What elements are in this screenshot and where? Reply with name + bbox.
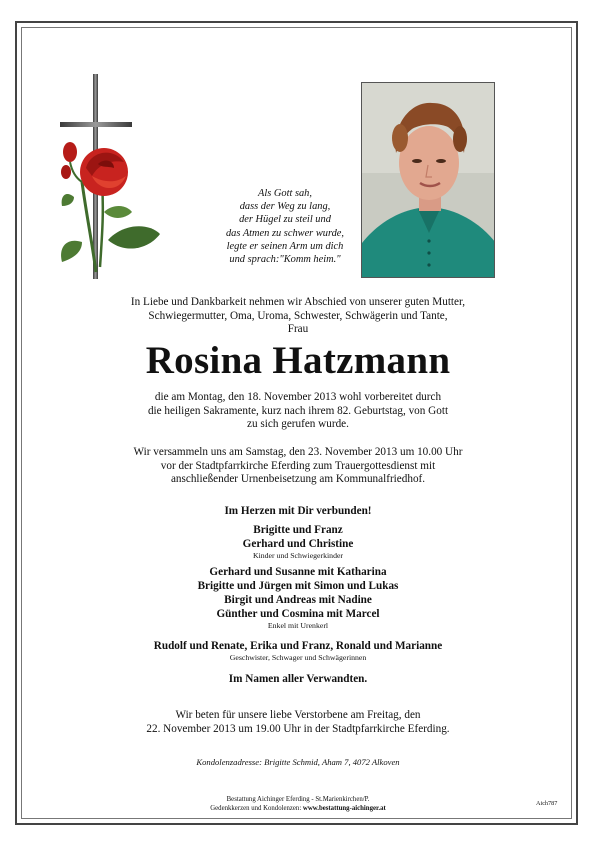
death-notice-line: die am Montag, den 18. November 2013 wohl vorbereitet durch xyxy=(154,391,442,403)
portrait-photo xyxy=(361,82,495,278)
intro-line: In Liebe und Dankbarkeit nehmen wir Abschied von unserer guten Mutter, xyxy=(130,296,466,308)
poem-line: legte er seinen Arm um dich xyxy=(226,240,344,252)
poem-line: Als Gott sah, xyxy=(258,188,312,199)
family-name: Günther und Cosmina mit Marcel xyxy=(216,608,380,620)
family-caption: Kinder und Schwiegerkinder xyxy=(252,551,344,560)
vigil-info xyxy=(40,709,556,737)
family-name: Gerhard und Christine xyxy=(242,538,354,550)
poem xyxy=(200,187,370,266)
children-group xyxy=(40,523,556,561)
death-notice xyxy=(40,391,556,432)
poem-line: der Hügel zu steil und xyxy=(239,214,331,226)
relatives-line: Im Namen aller Verwandten. xyxy=(228,673,368,685)
service-line: vor der Stadtpfarrkirche Eferding zum Trauergottesdienst mit xyxy=(160,459,436,472)
poem-line: das Atmen zu schwer wurde, xyxy=(225,227,345,239)
undertaker-info xyxy=(40,795,556,813)
death-notice-line: die heiligen Sakramente, kurz nach ihrem 82. Geburtstag, von Gott xyxy=(147,404,449,417)
death-notice-line: zu sich gerufen wurde. xyxy=(247,418,349,431)
family-name: Gerhard und Susanne mit Katharina xyxy=(209,566,387,578)
family-caption: Geschwister, Schwager und Schwägerinnen xyxy=(229,653,367,662)
intro-line: Frau xyxy=(287,323,309,336)
undertaker-contact xyxy=(40,804,556,813)
grandchildren-group xyxy=(40,565,556,631)
document-code: Aich787 xyxy=(536,800,558,807)
undertaker-website-link[interactable]: www.bestattung-aichinger.at xyxy=(302,805,386,812)
service-line: Wir versammeln uns am Samstag, den 23. November 2013 um 10.00 Uhr xyxy=(133,446,463,458)
undertaker-name: Bestattung Aichinger Eferding - St.Marienkirchen/P. xyxy=(226,796,370,803)
vigil-line: Wir beten für unsere liebe Verstorbene am Freitag, den xyxy=(175,709,421,721)
family-name: Brigitte und Jürgen mit Simon und Lukas xyxy=(197,580,399,592)
deceased-name: Rosina Hatzmann xyxy=(145,339,451,382)
undertaker-contact-label: Gedenkkerzen und Kondolenzen: xyxy=(210,805,303,812)
vigil-line: 22. November 2013 um 19.00 Uhr in der Stadtpfarrkirche Eferding. xyxy=(146,722,450,735)
family-name: Brigitte und Franz xyxy=(253,524,343,536)
siblings-group xyxy=(40,639,556,663)
cross-with-rose-icon xyxy=(52,72,164,288)
condolence-address: Kondolenzadresse: Brigitte Schmid, Aham 7, 4072 Alkoven xyxy=(196,757,400,767)
service-info xyxy=(40,446,556,487)
heart-line: Im Herzen mit Dir verbunden! xyxy=(224,505,372,517)
intro-line: Schwiegermutter, Oma, Uroma, Schwester, Schwägerin und Tante, xyxy=(148,309,448,322)
poem-line: dass der Weg zu lang, xyxy=(239,201,331,213)
family-caption: Enkel mit Urenkerl xyxy=(267,621,329,630)
family-name: Birgit und Andreas mit Nadine xyxy=(224,594,372,606)
poem-line: und sprach:"Komm heim." xyxy=(229,254,341,266)
family-name: Rudolf und Renate, Erika und Franz, Ronald und Marianne xyxy=(153,640,443,652)
intro-text xyxy=(40,296,556,337)
service-line: anschließender Urnenbeisetzung am Kommunalfriedhof. xyxy=(170,473,426,486)
